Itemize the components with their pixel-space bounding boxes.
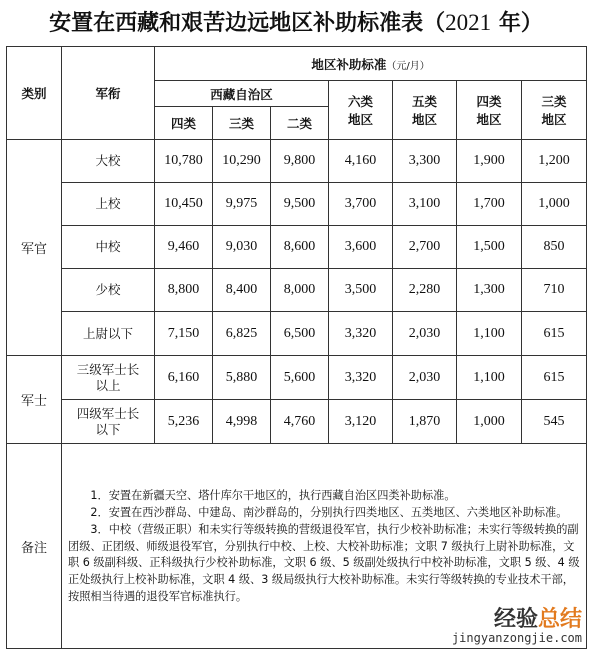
rank-label: 四级军士长 [76,405,140,421]
watermark-brand-a: 经验 [493,607,538,632]
value-cell: 2,030 [393,356,457,400]
value-cell: 850 [522,226,587,269]
rank-label: 大校 [95,153,121,168]
table-row [7,400,587,444]
table-row [7,140,587,183]
watermark-url: jingyanzongjie.com [451,631,582,645]
notes-label: 备注 [7,444,62,649]
rank-label: 三级军士长 [76,361,140,377]
rank-cell [62,400,155,444]
rank-cell [62,312,155,356]
value-cell: 5,880 [213,356,271,400]
subsidy-table [6,46,587,649]
table-row [7,312,587,356]
rank-label: 中校 [95,239,121,254]
header-tibet: 西藏自治区 [155,81,329,107]
rank-label: 少校 [95,282,121,297]
rank-cell [62,356,155,400]
value-cell: 3,500 [329,269,393,312]
value-cell: 545 [522,400,587,444]
value-cell: 1,000 [457,400,522,444]
value-cell: 2,280 [393,269,457,312]
value-cell: 6,825 [213,312,271,356]
value-cell: 6,500 [271,312,329,356]
value-cell: 1,100 [457,312,522,356]
value-cell: 3,100 [393,183,457,226]
header-tibet-col-2: 二类 [271,107,329,140]
header-region-3-a: 三类 [541,94,567,109]
header-region-3 [522,81,587,140]
value-cell: 5,236 [155,400,213,444]
rank-cell [62,183,155,226]
value-cell: 9,030 [213,226,271,269]
value-cell: 2,700 [393,226,457,269]
value-cell: 615 [522,356,587,400]
header-category: 类别 [7,47,62,140]
header-region-4-b: 地区 [476,112,502,127]
note-2: 2．安置在西沙群岛、中建岛、南沙群岛的，分别执行四类地区、五类地区、六类地区补助标准。 [90,506,568,519]
table-row [7,183,587,226]
rank-cell [62,269,155,312]
category-cell: 军士 [7,356,62,444]
page-title [0,0,592,46]
value-cell: 6,160 [155,356,213,400]
rank-label: 以上 [95,377,121,393]
rank-label: 以下 [95,421,121,437]
value-cell: 3,320 [329,312,393,356]
header-unit: （元/月） [386,60,430,72]
category-cell: 军官 [7,140,62,356]
value-cell: 3,120 [329,400,393,444]
value-cell: 1,300 [457,269,522,312]
value-cell: 10,450 [155,183,213,226]
header-region-6-a: 六类 [347,94,373,109]
value-cell: 7,150 [155,312,213,356]
header-region-6-b: 地区 [347,112,373,127]
watermark-brand-b: 总结 [537,607,582,632]
header-standard [155,47,587,81]
value-cell: 2,030 [393,312,457,356]
value-cell: 1,500 [457,226,522,269]
watermark [452,602,582,645]
header-region-5-a: 五类 [411,94,437,109]
value-cell: 4,760 [271,400,329,444]
note-1: 1．安置在新疆天空、塔什库尔干地区的，执行西藏自治区四类补助标准。 [90,489,456,503]
rank-cell [62,226,155,269]
value-cell: 615 [522,312,587,356]
header-tibet-col-3: 三类 [213,107,271,140]
value-cell: 3,320 [329,356,393,400]
value-cell: 9,500 [271,183,329,226]
value-cell: 8,600 [271,226,329,269]
value-cell: 10,780 [155,140,213,183]
header-tibet-col-4: 四类 [155,107,213,140]
header-region-6 [329,81,393,140]
table-row [7,356,587,400]
table-body [7,140,587,444]
value-cell: 1,900 [457,140,522,183]
rank-label: 上校 [95,196,121,211]
rank-cell [62,140,155,183]
header-region-3-b: 地区 [541,112,567,127]
rank-label: 上尉以下 [82,325,133,341]
value-cell: 1,870 [393,400,457,444]
table-row [7,269,587,312]
value-cell: 8,800 [155,269,213,312]
value-cell: 1,200 [522,140,587,183]
title-suffix: 年） [491,11,543,36]
value-cell: 710 [522,269,587,312]
value-cell: 1,000 [522,183,587,226]
title-year: 2021 [445,10,492,35]
value-cell: 5,600 [271,356,329,400]
value-cell: 9,800 [271,140,329,183]
note-3: 3．中校（营级正职）和未实行等级转换的营级退役军官，执行少校补助标准；未实行等级转换的副团级、正团级、师级退役军官，分别执行中校、上校、大校补助标准；文职 7 级执行上尉补助标准，文职 6 级副科级、正科级执行少校补助标准，文职 6 级、5 级副处级执行中校补助标准，文职 5 级、4 级正处级执行上校补助标准，文职 4 级、3 级局级执行大校补助标准。未实行等级转换的专业技术干部，按照相当待遇的退役军官标准执行。 [68,522,580,603]
header-region-4-a: 四类 [476,94,502,109]
value-cell: 3,700 [329,183,393,226]
value-cell: 4,160 [329,140,393,183]
header-rank: 军衔 [62,47,155,140]
value-cell: 8,400 [213,269,271,312]
header-region-4 [457,81,522,140]
value-cell: 9,460 [155,226,213,269]
value-cell: 9,975 [213,183,271,226]
value-cell: 10,290 [213,140,271,183]
value-cell: 8,000 [271,269,329,312]
value-cell: 3,600 [329,226,393,269]
value-cell: 1,100 [457,356,522,400]
header-standard-text: 地区补助标准 [311,56,387,72]
header-region-5 [393,81,457,140]
value-cell: 4,998 [213,400,271,444]
title-text: 安置在西藏和艰苦边远地区补助标准表（ [49,11,446,36]
header-region-5-b: 地区 [411,112,437,127]
value-cell: 3,300 [393,140,457,183]
table-row [7,226,587,269]
value-cell: 1,700 [457,183,522,226]
